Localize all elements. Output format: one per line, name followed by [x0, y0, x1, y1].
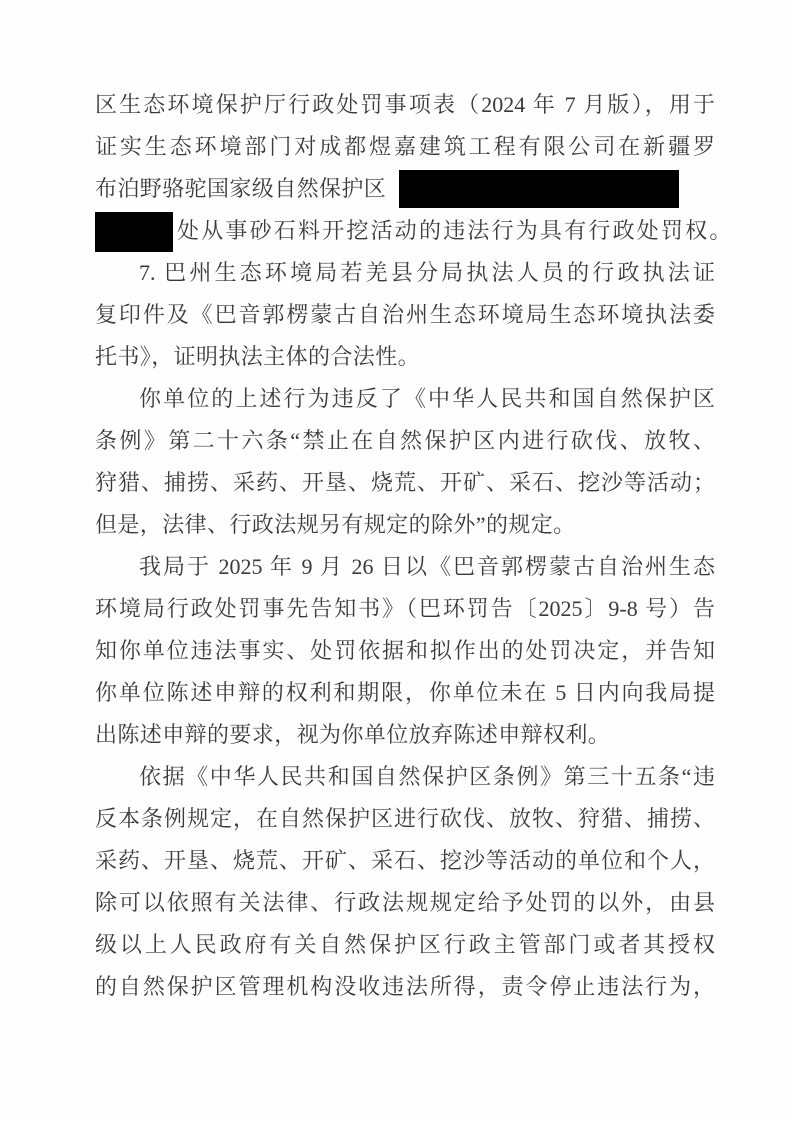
text-line [95, 210, 734, 252]
text-line: 除可以依照有关法律、行政法规规定给予处罚的以外，由县 [95, 890, 715, 915]
text-line: 你单位的上述行为违反了《中华人民共和国自然保护区 [139, 386, 715, 411]
text-line: 我局于 2025 年 9 月 26 日以《巴音郭楞蒙古自治州生态 [139, 554, 715, 579]
text-line: 7. 巴州生态环境局若羌县分局执法人员的行政执法证 [139, 260, 715, 285]
text-line: 但是，法律、行政法规另有规定的除外”的规定。 [95, 512, 576, 537]
text-segment: 处从事砂石料开挖活动的违法行为具有行政处罚权。 [177, 218, 734, 243]
text-line: 狩猎、捕捞、采药、开垦、烧荒、开矿、采石、挖沙等活动； [95, 470, 715, 495]
text-line: 反本条例规定，在自然保护区进行砍伐、放牧、狩猎、捕捞、 [95, 806, 715, 831]
text-line: 证实生态环境部门对成都煜嘉建筑工程有限公司在新疆罗 [95, 134, 715, 159]
redaction-box [399, 170, 679, 208]
text-line: 的自然保护区管理机构没收违法所得，责令停止违法行为， [95, 974, 715, 999]
text-line: 复印件及《巴音郭楞蒙古自治州生态环境局生态环境执法委 [95, 302, 715, 327]
text-line [95, 168, 715, 210]
text-line: 依据《中华人民共和国自然保护区条例》第三十五条“违 [139, 764, 715, 789]
document-body-text [95, 84, 734, 1008]
text-line: 知你单位违法事实、处罚依据和拟作出的处罚决定，并告知 [95, 638, 715, 663]
text-segment: 布泊野骆驼国家级自然保护区 [95, 176, 387, 201]
text-line: 级以上人民政府有关自然保护区行政主管部门或者其授权 [95, 932, 715, 957]
text-line: 环境局行政处罚事先告知书》（巴环罚告〔2025〕9-8 号）告 [95, 596, 715, 621]
text-line: 区生态环境保护厅行政处罚事项表（2024 年 7 月版），用于 [95, 92, 715, 117]
text-line: 采药、开垦、烧荒、开矿、采石、挖沙等活动的单位和个人， [95, 848, 715, 873]
text-line: 条例》第二十六条“禁止在自然保护区内进行砍伐、放牧、 [95, 428, 715, 453]
text-line: 出陈述申辩的要求，视为你单位放弃陈述申辩权利。 [95, 722, 611, 747]
redaction-box [95, 212, 173, 252]
text-line: 你单位陈述申辩的权利和期限，你单位未在 5 日内向我局提 [95, 680, 715, 705]
text-line: 托书》，证明执法主体的合法性。 [95, 344, 421, 369]
